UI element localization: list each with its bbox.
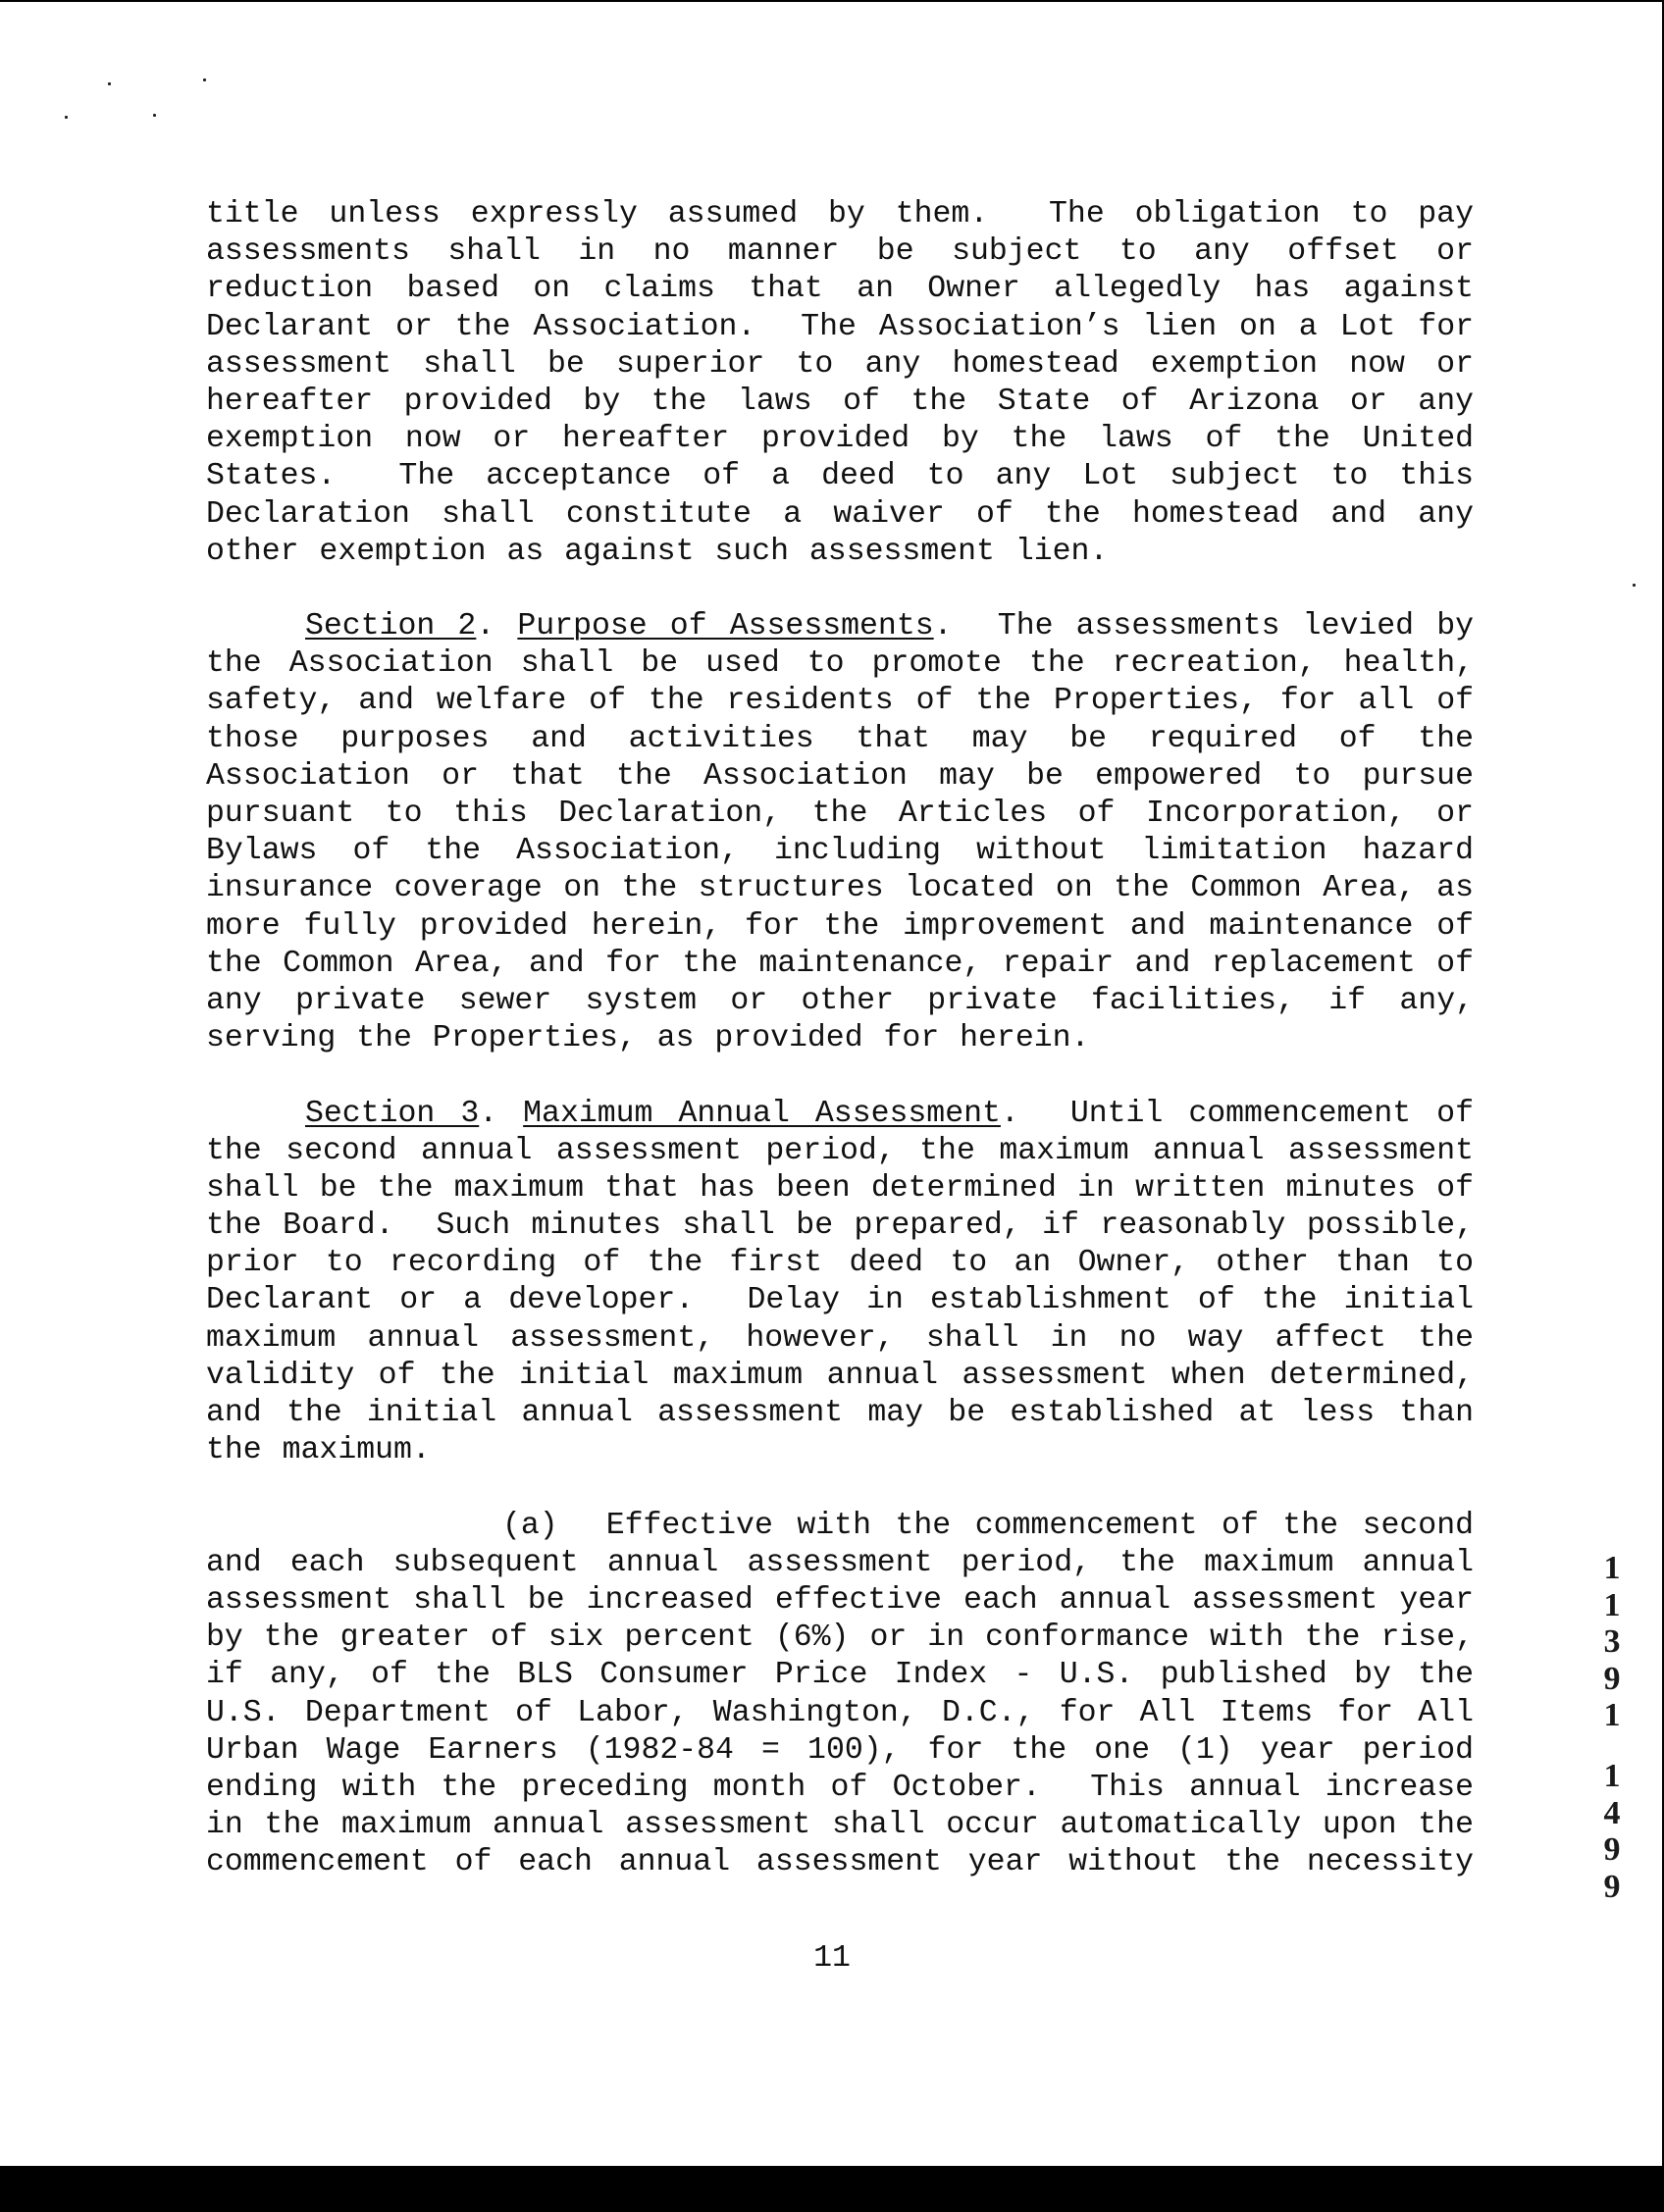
text-line: prior to recording of the first deed to an Owner, other than to	[206, 1246, 1474, 1281]
text-line: and each subsequent annual assessment period, the maximum annual	[206, 1545, 1474, 1580]
text-line: the Common Area, and for the maintenance, repair and replacement of	[206, 946, 1474, 981]
text-line: any private sewer system or other private facilities, if any,	[206, 983, 1474, 1018]
text-line: more fully provided herein, for the improvement and maintenance of	[206, 908, 1474, 944]
stamp-digit: 4	[1603, 1794, 1621, 1831]
stamp-digit: 9	[1603, 1831, 1621, 1868]
section-3-title: Maximum Annual Assessment	[523, 1096, 1001, 1131]
text-line: if any, of the BLS Consumer Price Index - U.S. published by the	[206, 1658, 1474, 1693]
text-line: assessments shall in no manner be subject to any offset or	[206, 234, 1474, 270]
subsection-a-first-line: (a) Effective with the commencement of the second	[502, 1508, 1474, 1543]
text-line: ending with the preceding month of October. This annual increase	[206, 1770, 1474, 1805]
text-line: exemption now or hereafter provided by the laws of the United	[206, 422, 1474, 457]
text-line: pursuant to this Declaration, the Articles of Incorporation, or	[206, 797, 1474, 831]
scan-border-top	[0, 0, 1664, 2]
section-3	[206, 1096, 1474, 1470]
section-2-title: Purpose of Assessments	[517, 609, 934, 644]
text-line: and the initial annual assessment may be established at less than	[206, 1396, 1474, 1430]
text-line: shall be the maximum that has been determined in written minutes of	[206, 1170, 1474, 1206]
text-line: those purposes and activities that may be required of the	[206, 721, 1474, 756]
text-line: hereafter provided by the laws of the State of Arizona or any	[206, 384, 1474, 419]
stamp-digit: 1	[1603, 1550, 1621, 1586]
stamp-digit: 1	[1603, 1697, 1621, 1733]
text-line: the second annual assessment period, the maximum annual assessment	[206, 1133, 1474, 1168]
margin-stamp-group-2	[1595, 1758, 1629, 1905]
page-number: 11	[813, 1941, 851, 1976]
section-2-number: Section 2	[305, 609, 477, 644]
text-line: the maximum.	[206, 1433, 431, 1468]
section-3-heading-line: Section 3. Maximum Annual Assessment. Until commencement of	[305, 1096, 1474, 1131]
section-3-number: Section 3	[305, 1096, 480, 1131]
section-2-first-line-rest: The assessments levied by	[997, 609, 1474, 644]
text-line: Association or that the Association may be empowered to pursue	[206, 758, 1474, 794]
stamp-digit: 1	[1603, 1758, 1621, 1794]
text-line: reduction based on claims that an Owner allegedly has against	[206, 272, 1474, 307]
margin-stamp-group-1	[1595, 1550, 1629, 1734]
section-2-heading-line: Section 2. Purpose of Assessments. The assessments levied by	[305, 609, 1474, 644]
text-line: serving the Properties, as provided for herein.	[206, 1021, 1090, 1056]
body-text	[206, 196, 1474, 1881]
stamp-digit: 9	[1603, 1660, 1621, 1697]
text-line: maximum annual assessment, however, shall in no way affect the	[206, 1320, 1474, 1356]
text-line: insurance coverage on the structures located on the Common Area, as	[206, 871, 1474, 906]
text-line: safety, and welfare of the residents of the Properties, for all of	[206, 684, 1474, 719]
text-line: Declaration shall constitute a waiver of the homestead and any	[206, 496, 1474, 532]
text-line: title unless expressly assumed by them. The obligation to pay	[206, 197, 1474, 231]
stamp-digit: 9	[1603, 1868, 1621, 1905]
section-2	[206, 608, 1474, 1057]
text-line: U.S. Department of Labor, Washington, D.C., for All Items for All	[206, 1695, 1474, 1730]
scan-border-bottom	[0, 2166, 1664, 2212]
text-line: by the greater of six percent (6%) or in conformance with the rise,	[206, 1620, 1474, 1656]
text-line: assessment shall be increased effective each annual assessment year	[206, 1582, 1474, 1618]
text-line: commencement of each annual assessment year without the necessity	[206, 1845, 1474, 1880]
text-line: Declarant or the Association. The Association’s lien on a Lot for	[206, 309, 1474, 344]
paragraph-carryover	[206, 196, 1474, 571]
text-line: assessment shall be superior to any homestead exemption now or	[206, 346, 1474, 382]
subsection-a	[206, 1508, 1474, 1882]
stamp-digit: 3	[1603, 1623, 1621, 1660]
text-line: other exemption as against such assessment lien.	[206, 534, 1109, 569]
section-3-first-line-rest: Until commencement of	[1069, 1096, 1474, 1131]
text-line: States. The acceptance of a deed to any Lot subject to this	[206, 459, 1474, 494]
stamp-digit: 1	[1603, 1586, 1621, 1623]
text-line: the Board. Such minutes shall be prepared, if reasonably possible,	[206, 1209, 1474, 1244]
text-line: Urban Wage Earners (1982-84 = 100), for the one (1) year period	[206, 1732, 1474, 1768]
text-line: in the maximum annual assessment shall occur automatically upon the	[206, 1808, 1474, 1843]
text-line: Declarant or a developer. Delay in establishment of the initial	[206, 1283, 1474, 1318]
text-line: validity of the initial maximum annual assessment when determined,	[206, 1358, 1474, 1393]
text-line: the Association shall be used to promote the recreation, health,	[206, 646, 1474, 682]
text-line: Bylaws of the Association, including without limitation hazard	[206, 834, 1474, 869]
